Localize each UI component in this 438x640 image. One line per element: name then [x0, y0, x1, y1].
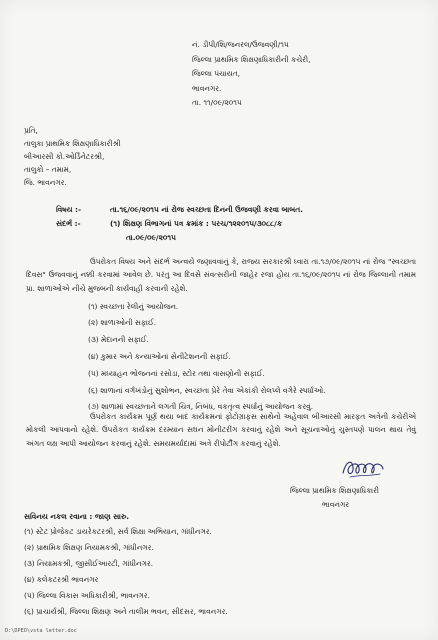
- office-name: જિલ્લા પ્રાથમિક શિક્ષણાધિકારીની કચેરી,: [192, 55, 311, 64]
- copy-recipient: (૫) જિલ્લા વિકાસ અધિકારીશ્રી, ભાવનગર.: [24, 591, 150, 600]
- action-item: (૬) શાળાનાં વર્ગખંડોનું સુશોભન, સ્વચ્છતા પ્રેરે તેવા એકાંકી રોલપ્લે વગેરે સ્પર્ધાઓ.: [88, 386, 326, 395]
- reference-label: સંદર્ભ :-: [56, 219, 81, 228]
- action-item: (૪) કુમાર અને કન્યાઓનાં સેનીટેશનની સફાઈ.: [88, 352, 231, 361]
- copy-heading: સવિનય નકલ રવાના : જાણ સારુ.: [24, 512, 130, 521]
- recipient-line-1: તાલુકા પ્રાથમિક શિક્ષણાધિકારીશ્રી: [24, 139, 121, 148]
- recipient-line-2: બીઆરસી કો.ઓર્ડિનેટરશ્રી,: [24, 152, 105, 161]
- copy-recipient: (૩) નિયામકશ્રી, જીસીઈઆરટી, ગાંધીનગર.: [24, 559, 154, 568]
- subject-label: વિષય :-: [56, 205, 82, 214]
- panchayat-name: જિલ્લા પંચાયત,: [192, 69, 241, 78]
- copy-recipient: (૧) સ્ટેટ પ્રોજેકટ ડાયરેકટરશ્રી, સર્વ શિક્ષા અભિયાન, ગાંધીનગર.: [24, 527, 212, 536]
- reference-number: નં. ડીપી/શિ/જનરલ/ઉજવણી/૧૫: [192, 40, 289, 49]
- file-path-footer: D:\DPEO\vsta letter.doc: [5, 628, 77, 634]
- recipient-line-3: તાલુકો – તમામ,: [24, 165, 72, 174]
- action-item: (૧) સ્વચ્છતા રેલીનું આયોજન.: [88, 302, 179, 311]
- copy-recipient: (૬) પ્રાચાર્યશ્રી, જિલ્લા શિક્ષણ અને તાલીમ ભવન, સીદસર, ભાવનગર.: [24, 607, 228, 616]
- handwritten-signature: [340, 455, 386, 481]
- copy-recipient: (૪) કલેકટરશ્રી ભાવનગર: [24, 575, 99, 584]
- signatory-place: ભાવનગર: [322, 500, 350, 509]
- action-item: (૫) મધ્યાહન ભોજનનાં રસોડા, સ્ટોર તથા વાસણોની સફાઈ.: [88, 369, 265, 378]
- recipient-prefix: પ્રતિ,: [24, 126, 38, 135]
- body-paragraph-2: ઉપરોકત કાર્યક્રમ પૂર્ણ થયા બાદ કાર્યક્રમનાં ફોટોગ્રાફસ સાથેનો અહેવાલ બીઆરસી મારફત અત્રેની કચેરીએ મોકલી આપવાનો રહેશે. ઉપરોકત કાર્યક્રમ દરમ્યાન સઘન મોનીટરીંગ કરવાનું રહેશે અને સૂચનાઓનું ચુસ્તપણે પાલન થાય તેવું અંગત લક્ષ આપી આયોજન કરવાનું રહેશે. સમયમર્યાદામાં અત્રે રીપોર્ટીંગ કરવાનું રહેશે.: [26, 412, 416, 448]
- reference-date: તા.૦૯/૦૯/૨૦૧૫: [126, 233, 176, 242]
- action-item: (૩) મેદાનની સફાઈ.: [88, 335, 149, 344]
- recipient-line-4: જિ. ભાવનગર.: [24, 178, 67, 187]
- body-paragraph-1: ઉપરોકત વિષય અને સંદર્ભ અન્વયે જણાવવાનું કે, રાજય સરકારશ્રી ધ્વારા તા.૧૭/૦૯/૨૦૧૫ નાં રોજ "સ્વચ્છતા દિવસ" ઉજવવાનું નક્કી કરવામાં આવેલ છે. પરંતુ આ દિવસે સંવત્સરીની જાહેર રજા હોય તા.૧૬/૦૯/૨૦૧૫ નાં રોજ જિલ્લાની તમામ પ્રા. શાળાઓએ નીચે મુજબની કાર્યવાહી કરવાની રહેશે.: [26, 257, 416, 293]
- reference-text: (૧) શિક્ષણ વિભાગનાં પત્ર ક્રમાંક : પરચ/૧૨૨૦૧૫/૩૦૮૮/ક: [110, 219, 283, 228]
- signatory-title: જિલ્લા પ્રાથમિક શિક્ષણાધિકારી: [290, 486, 380, 495]
- copy-recipient: (૨) પ્રાથમિક શિક્ષણ નિયામકશ્રી, ગાંધીનગર.: [24, 543, 154, 552]
- subject-text: તા.૧૬/૦૯/૨૦૧૫ નાં રોજ સ્વચ્છતા દિનની ઉજવણી કરવા બાબત.: [110, 205, 303, 214]
- office-city: ભાવનગર.: [192, 84, 222, 93]
- action-item: (૭) શાળામાં સ્વચ્છતાને લગતી ચિત્ર, નિબંધ, વકતૃત્વ સ્પર્ધાનું આયોજન કરવું.: [88, 402, 314, 411]
- letter-date: તા. ૧૧/૦૯/૨૦૧૫: [192, 98, 242, 107]
- action-item: (૨) શાળાઓની સફાઈ.: [88, 318, 157, 327]
